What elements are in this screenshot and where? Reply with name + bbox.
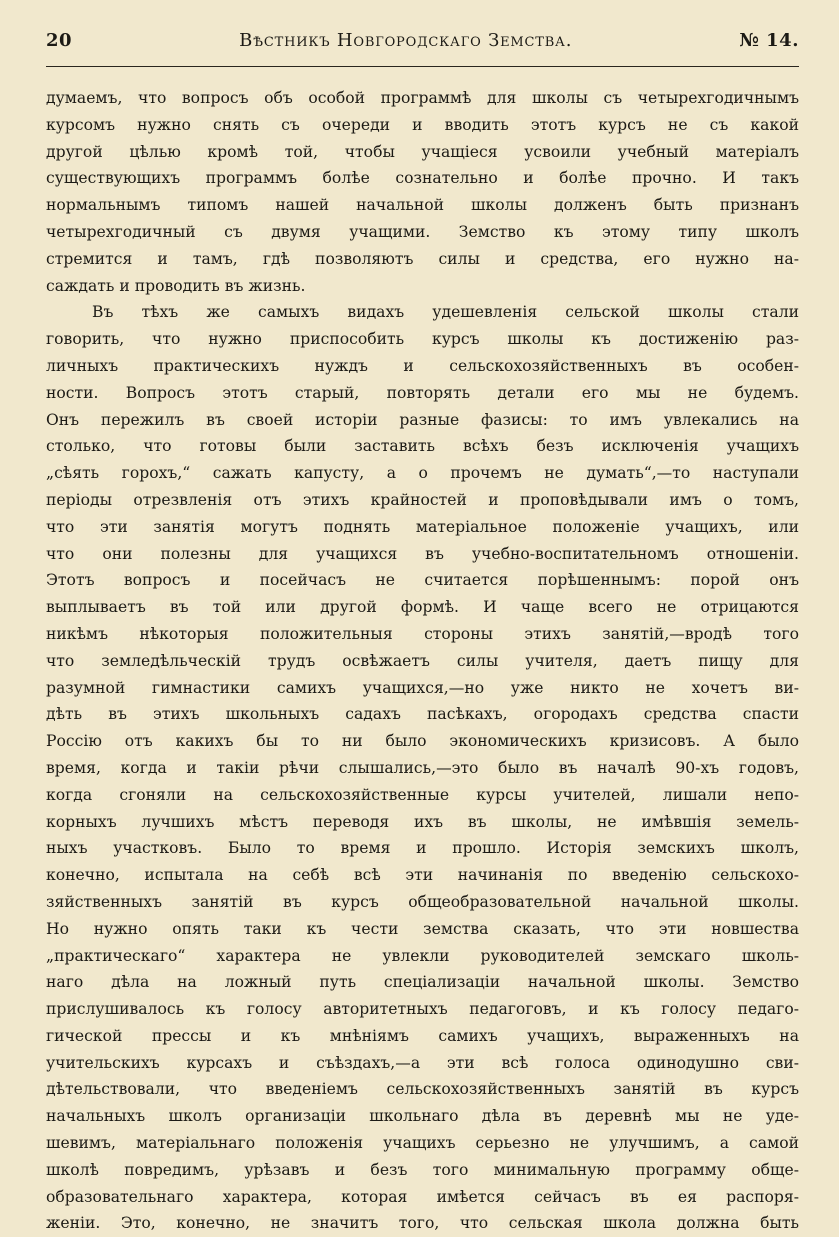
text-line: перiоды отрезвленiя отъ этихъ крайностей и проповѣдывали имъ о томъ, [46, 490, 799, 509]
text-line: личныхъ практическихъ нуждъ и сельскохозяйственныхъ въ особен- [46, 356, 799, 375]
text-line: существующихъ программъ болѣе сознательно и болѣе прочно. И такъ [46, 169, 799, 188]
text-line: нормальнымъ типомъ нашей начальной школы долженъ быть признанъ [46, 196, 799, 215]
text-line: ности. Вопросъ этотъ старый, повторять детали его мы не будемъ. [46, 383, 799, 402]
text-line: ныхъ участковъ. Было то время и прошло. Исторiя земскихъ школъ, [46, 839, 799, 858]
text-line: дѣтельствовали, что введенiемъ сельскохозяйственныхъ занятiй въ курсъ [46, 1080, 799, 1099]
text-line: начальныхъ школъ организацiи школьнаго дѣла въ деревнѣ мы не уде- [46, 1107, 799, 1126]
text-line: Но нужно опять таки къ чести земства сказать, что эти новшества [46, 919, 799, 938]
text-line: наго дѣла на ложный путь спецiализацiи начальной школы. Земство [46, 973, 799, 992]
header-rule [46, 66, 799, 67]
issue-number: № 14. [739, 30, 799, 51]
text-line: когда сгоняли на сельскохозяйственные курсы учителей, лишали непо- [46, 785, 799, 804]
text-line: что они полезны для учащихся въ учебно-воспитательномъ отношенiи. [46, 544, 799, 563]
text-line: зяйственныхъ занятiй въ курсъ общеобразовательной начальной школы. [46, 892, 799, 911]
text-line: конечно, испытала на себѣ всѣ эти начинанiя по введенiю сельскохо- [46, 866, 799, 885]
text-line: что эти занятiя могутъ поднять матерiальное положенiе учащихъ, или [46, 517, 799, 536]
running-header [46, 30, 799, 60]
text-line: думаемъ, что вопросъ объ особой программѣ для школы съ четырехгодичнымъ [46, 89, 799, 107]
text-line: курсомъ нужно снять съ очереди и вводить этотъ курсъ не съ какой [46, 115, 799, 134]
text-line: разумной гимнастики самихъ учащихся,—но уже никто не хочетъ ви- [46, 678, 799, 697]
text-line: выплываетъ въ той или другой формѣ. И чаще всего не отрицаются [46, 598, 799, 617]
text-line: саждать и проводить въ жизнь. [46, 276, 306, 295]
text-line: Въ тѣхъ же самыхъ видахъ удешевленiя сельской школы стали [92, 303, 799, 322]
text-line: „сѣять горохъ,“ сажать капусту, а о прочемъ не думать“,—то наступали [46, 464, 799, 483]
text-line: гической прессы и къ мнѣнiямъ самихъ учащихъ, выраженныхъ на [46, 1026, 799, 1045]
text-line: школѣ повредимъ, урѣзавъ и безъ того минимальную программу обще- [46, 1160, 799, 1179]
text-line: Россiю отъ какихъ бы то ни было экономическихъ кризисовъ. А было [46, 732, 799, 751]
text-line: шевимъ, матерiальнаго положенiя учащихъ серьезно не улучшимъ, а самой [46, 1134, 799, 1153]
text-line: образовательнаго характера, которая имѣется сейчасъ въ ея распоря- [46, 1187, 799, 1206]
text-line: что земледѣльческiй трудъ освѣжаетъ силы учителя, даетъ пищу для [46, 651, 799, 670]
text-line: Онъ пережилъ въ своей исторiи разные фазисы: то имъ увлекались на [46, 410, 799, 429]
body-text [46, 85, 799, 1237]
text-line: „практическаго“ характера не увлекли руководителей земскаго школь- [46, 946, 799, 965]
page-number: 20 [46, 30, 73, 51]
text-line: учительскихъ курсахъ и съѣздахъ,—а эти всѣ голоса одинодушно сви- [46, 1053, 799, 1072]
text-line: говорить, что нужно приспособить курсъ школы къ достиженiю раз- [46, 330, 799, 349]
text-line: четырехгодичный съ двумя учащими. Земство къ этому типу школъ [46, 222, 799, 241]
journal-title: Вѣстникъ Новгородскаго Земства. [239, 30, 573, 51]
text-line: Этотъ вопросъ и посейчасъ не считается порѣшеннымъ: порой онъ [46, 571, 799, 590]
text-line: другой цѣлью кромѣ той, чтобы учащiеся усвоили учебный матерiалъ [46, 142, 799, 161]
text-line: стремится и тамъ, гдѣ позволяютъ силы и средства, его нужно на- [46, 249, 799, 268]
text-line: дѣть въ этихъ школьныхъ садахъ пасѣкахъ, огородахъ средства спасти [46, 705, 799, 724]
text-line: никѣмъ нѣкоторыя положительныя стороны этихъ занятiй,—вродѣ того [46, 624, 799, 643]
text-line: корныхъ лучшихъ мѣстъ переводя ихъ въ школы, не имѣвшiя земель- [46, 812, 799, 831]
text-line: женiи. Это, конечно, не значитъ того, что сельская школа должна быть [46, 1214, 799, 1233]
text-line: прислушивалось къ голосу авторитетныхъ педагоговъ, и къ голосу педаго- [46, 1000, 799, 1019]
text-line: столько, что готовы были заставить всѣхъ безъ исключенiя учащихъ [46, 437, 799, 456]
text-line: время, когда и такiи рѣчи слышались,—это было въ началѣ 90-хъ годовъ, [46, 758, 799, 777]
